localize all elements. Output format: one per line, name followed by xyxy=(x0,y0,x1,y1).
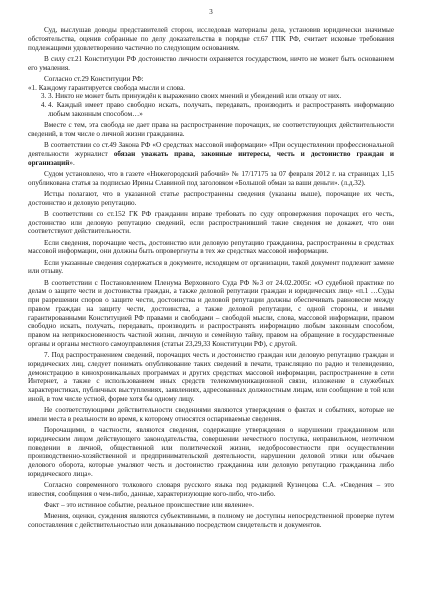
list-item-art29-3: 3. 3. Никто не может быть принуждён к выражению своих мнений и убеждений или отказу от них. xyxy=(48,92,394,101)
paragraph-article-publication: Судом установлено, что в газете «Нижегородский рабочий» № 17/17175 за 07 февраля 2012 г. на страницах 1,15 опубликована статья за подписью Ирины Славиной под заголовком «Большой обман за ваши деньги». (л.д.32). xyxy=(28,169,394,187)
page-number: 3 xyxy=(209,8,213,16)
paragraph-court-findings: Суд, выслушав доводы представителей сторон, исследовав материалы дела, установив юридически значимые обстоятельства, оценив собранные по делу доказательства в порядке ст.67 ГПК РФ, считает исковые требования подлежащими удовлетворению частично по следующим основаниям. xyxy=(28,26,394,52)
list-item-art29-4: 4. 4. Каждый имеет право свободно искать, получать, передавать, производить и распространять информацию любым законным способом…» xyxy=(48,101,394,119)
list-item-art29-1: «1. Каждому гарантируется свобода мысли и слова. xyxy=(28,83,186,92)
paragraph-constitution-art21: В силу ст.21 Конституции РФ достоинство личности охраняется государством, ничто не может быть основанием его умаления. xyxy=(28,54,394,72)
paragraph-plaintiffs-claim: Истцы полагают, что в указанной статье распространены сведения (указаны выше), порочащие их честь, достоинство и деловую репутацию. xyxy=(28,189,394,207)
paragraph-defamatory-information: Порочащими, в частности, являются сведения, содержащие утверждения о нарушении гражданином или юридическим лицом действующего законодательства, совершении нечестного поступка, неправильном, неэтичном поведении в личной, общественной или политической жизни, недобросовестности при осуществлении производственно-хозяйственной и предпринимательской деятельности, нарушении деловой этики или обычаев делового оборота, которые умаляют честь и достоинство гражданина или деловую репутацию гражданина либо юридического лица». xyxy=(28,426,394,478)
paragraph-fact-definition: Факт – это истинное событие, реальное происшествие или явление». xyxy=(44,501,254,509)
paragraph-media-law-art49: В соответствии со ст.49 Закона РФ «О средствах массовой информации» «При осуществлении профессиональной деятельности журналист обязан уважать права, законные интересы, честь и достоинство граждан и организаций». xyxy=(28,141,394,167)
paragraph-media-refutation: Если сведения, порочащие честь, достоинство или деловую репутацию гражданина, распространены в средствах массовой информации, они должны быть опровергнуты в тех же средствах массовой информации. xyxy=(28,238,394,256)
emphasis-journalist-duty: обязан уважать права, законные интересы, честь и достоинство граждан и организаций xyxy=(28,149,394,167)
paragraph-freedom-limits: Вместе с тем, эта свобода не дает права на распространение порочащих, не соответствующих действительности сведений, в том числе о личной жизни гражданина. xyxy=(28,121,394,138)
paragraph-untrue-information: Не соответствующими действительности сведениями являются утверждения о фактах и событиях, которые не имели места в реальности во время, к которому относятся оспариваемые сведения. xyxy=(28,406,394,423)
paragraph-constitution-art29-intro: Согласно ст.29 Конституции РФ: xyxy=(44,74,144,83)
paragraph-opinions: Мнения, оценки, суждения являются субъективными, в полному не доступны непосредственной проверке путем сопоставления с действительностью или доказыванию посредством свидетельств и документов. xyxy=(28,512,394,529)
paragraph-civil-code-art152: В соответствии со ст.152 ГК РФ гражданин вправе требовать по суду опровержения порочащих его честь, достоинство или деловую репутацию сведений, если распространивший такие сведения не докажет, что они соответствуют действительности. xyxy=(28,209,394,236)
paragraph-plenum-resolution: В соответствии с Постановлением Пленума Верховного Суда РФ №3 от 24.02.2005г. «О судебной практике по делам о защите чести и достоинства граждан, а также деловой репутации граждан и юридических лиц» «п.1 …Суды при разрешении споров о защите чести, достоинства и деловой репутации должны обеспечивать равновесие между правом граждан на защиту чести, достоинства, а также деловой репутации, с одной стороны, и иными гарантированными Конституцией РФ правами и свободами – свободой мысли, слова, массовой информации, правом свободно искать, получать, передавать, производить и распространять информацию любым законным способом, правом на неприкосновенность частной жизни, личную и семейную тайну, правом на обращение в государственные органы и органы местного самоуправления (статьи 23,29,33 Конституции РФ), с другой. xyxy=(28,278,394,348)
list-art29 xyxy=(28,92,394,118)
paragraph-dissemination-definition: 7. Под распространением сведений, порочащих честь и достоинство граждан или деловую репутацию граждан и юридических лиц, следует понимать опубликование таких сведений в печати, трансляцию по радио и телевидению, демонстрацию в кинохроникальных программах и других средствах массовой информации, распространение в сети Интернет, а также с использованием иных средств телекоммуникационной связи, изложение в служебных характеристиках, публичных выступлениях, заявлениях, адресованных должностным лицам, или сообщение в той или иной, в том числе устной, форме хотя бы одному лицу. xyxy=(28,351,394,403)
paragraph-document-replacement: Если указанные сведения содержаться в документе, исходящем от организации, такой документ подлежит замене или отзыву. xyxy=(28,258,394,276)
paragraph-dictionary-definition: Согласно современного толкового словаря русского языка под редакцией Кузнецова С.А. «Сведения – это известия, сообщения о чем-либо, данные, характеризующие кого-либо, что-либо. xyxy=(28,481,394,498)
